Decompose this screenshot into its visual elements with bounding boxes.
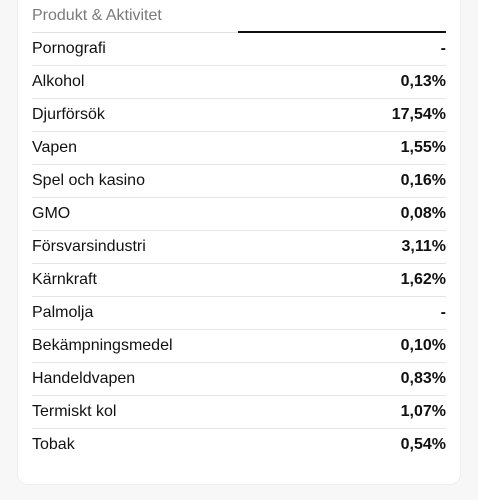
- table-body: [32, 33, 446, 461]
- activity-name: Vapen: [32, 139, 78, 156]
- product-activity-table: [32, 0, 446, 461]
- table-row: [32, 330, 446, 363]
- activity-name: Palmolja: [32, 304, 94, 321]
- table-row: [32, 429, 446, 461]
- table-row: [32, 363, 446, 396]
- activity-value: 1,55%: [400, 139, 446, 156]
- activity-value: 0,54%: [400, 436, 446, 453]
- activity-name: Alkohol: [32, 73, 85, 90]
- table-row: [32, 66, 446, 99]
- table-row: [32, 198, 446, 231]
- activity-value: 1,62%: [400, 271, 446, 288]
- activity-value: -: [440, 40, 446, 57]
- activity-name: Tobak: [32, 436, 75, 453]
- table-row: [32, 396, 446, 429]
- activity-value: 0,13%: [400, 73, 446, 90]
- table-header-label: Produkt & Aktivitet: [32, 7, 162, 24]
- activity-value: 17,54%: [391, 106, 446, 123]
- activity-name: Försvarsindustri: [32, 238, 146, 255]
- table-row: [32, 165, 446, 198]
- activity-value: 1,07%: [400, 403, 446, 420]
- activity-value: 0,10%: [400, 337, 446, 354]
- activity-value: 3,11%: [401, 238, 446, 255]
- activity-value: 0,08%: [400, 205, 446, 222]
- activity-name: Termiskt kol: [32, 403, 117, 420]
- table-row: [32, 132, 446, 165]
- exposure-card: [18, 0, 460, 484]
- header-underline: [238, 31, 446, 33]
- activity-name: Pornografi: [32, 40, 106, 57]
- activity-name: Spel och kasino: [32, 172, 145, 189]
- activity-name: Kärnkraft: [32, 271, 97, 288]
- activity-name: Bekämpningsmedel: [32, 337, 173, 354]
- table-row: [32, 297, 446, 330]
- table-row: [32, 264, 446, 297]
- activity-name: GMO: [32, 205, 71, 222]
- activity-value: 0,83%: [400, 370, 446, 387]
- table-row: [32, 33, 446, 66]
- activity-value: 0,16%: [400, 172, 446, 189]
- activity-name: Djurförsök: [32, 106, 105, 123]
- table-header: [32, 0, 446, 33]
- table-row: [32, 99, 446, 132]
- activity-name: Handeldvapen: [32, 370, 136, 387]
- table-row: [32, 231, 446, 264]
- activity-value: -: [440, 304, 446, 321]
